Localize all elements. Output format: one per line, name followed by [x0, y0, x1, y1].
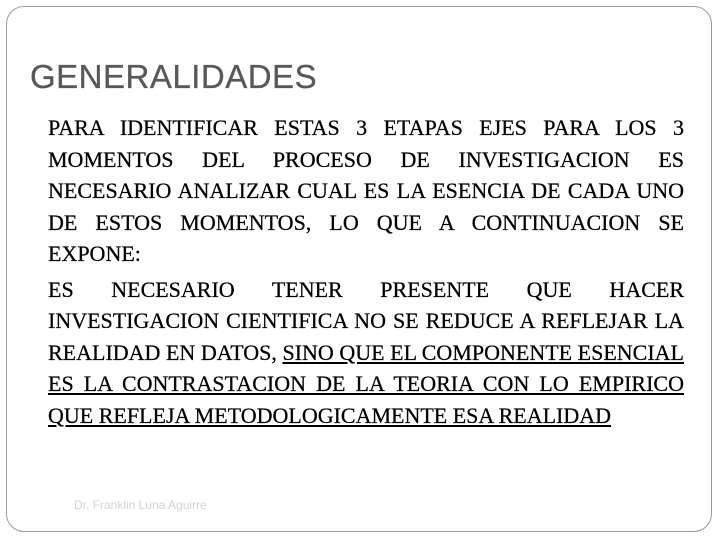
slide-title: GENERALIDADES	[30, 58, 318, 95]
paragraph-research-plain: ES NECESARIO TENER PRESENTE QUE HACER INVESTIGACION CIENTIFICA NO SE REDUCE A REFLEJAR LA REALIDAD EN DATOS,	[48, 276, 684, 365]
author-watermark: Dr. Franklin Luna Aguirre	[74, 498, 207, 512]
paragraph-intro: PARA IDENTIFICAR ESTAS 3 ETAPAS EJES PARA LOS 3 MOMENTOS DEL PROCESO DE INVESTIGACION ES NECESARIO ANALIZAR CUAL ES LA ESENCIA DE CADA UNO DE ESTOS MOMENTOS, LO QUE A CONTINUACION SE EXPONE:	[48, 115, 684, 266]
slide-body	[48, 112, 684, 431]
paragraph-research	[48, 274, 684, 432]
paragraph-research-underlined: SINO QUE EL COMPONENTE ESENCIAL ES LA CONTRASTACION DE LA TEORIA CON LO EMPIRICO QUE REFLEJA METODOLOGICAMENTE ESA REALIDAD	[48, 339, 684, 428]
